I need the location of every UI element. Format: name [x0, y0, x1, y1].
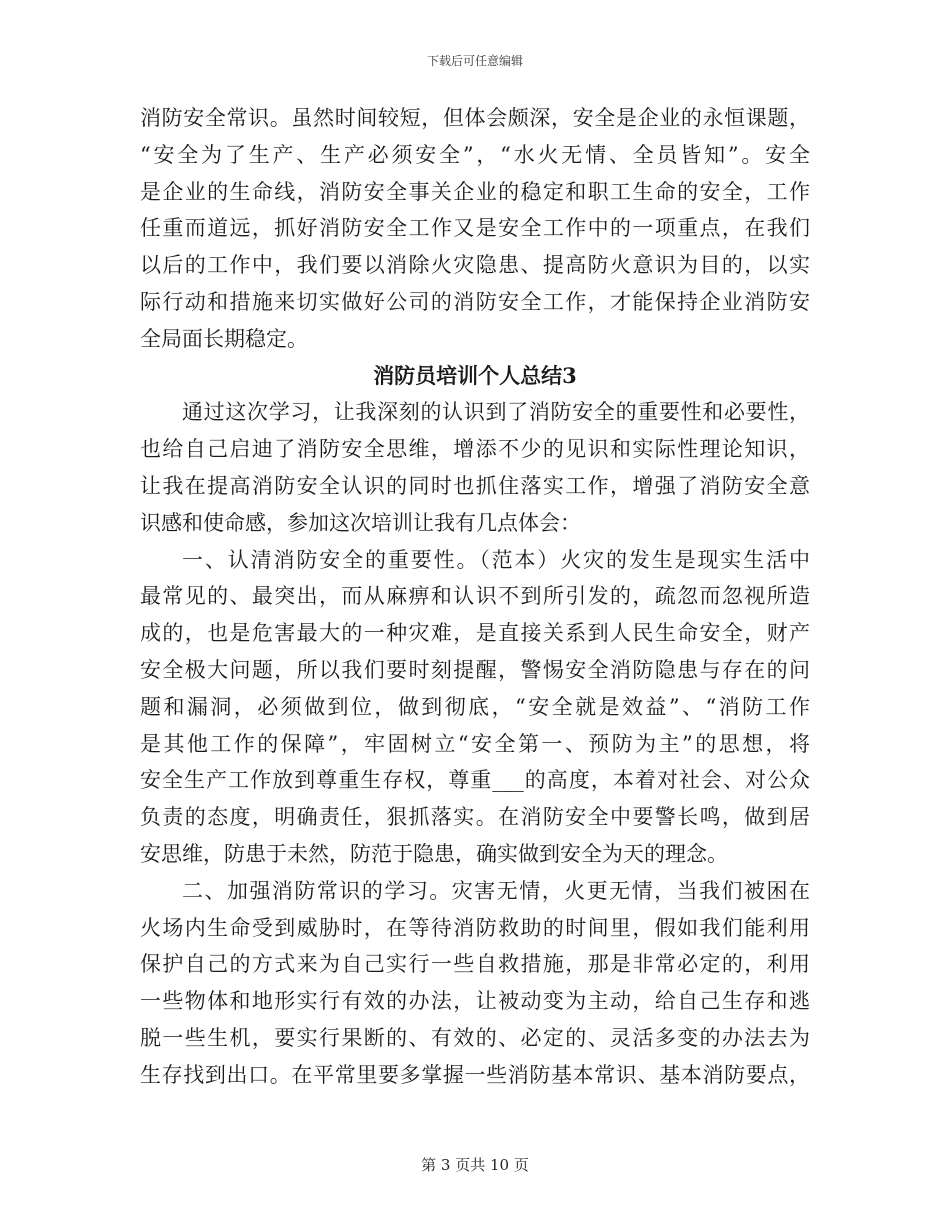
text-line: 火场内生命受到威胁时，在等待消防救助的时间里，假如我们能利用: [140, 915, 810, 940]
text-line: 负责的态度，明确责任，狠抓落实。在消防安全中要警长鸣，做到居: [140, 805, 810, 830]
paragraph-point-two: [140, 873, 810, 1094]
paragraph-intro: [140, 100, 810, 358]
page-header: 下载后可任意编辑: [426, 54, 523, 68]
text-line: 以后的工作中，我们要以消除火灾隐患、提高防火意识为目的，以实: [140, 253, 810, 278]
text-line: “安全为了生产、生产必须安全”，“水火无情、全员皆知”。安全: [140, 142, 810, 167]
text-line: 安全生产工作放到尊重生存权，尊重___的高度，本着对社会、对公众: [140, 768, 810, 793]
text-line: 题和漏洞，必须做到位，做到彻底，“安全就是效益”、“消防工作: [140, 694, 810, 719]
text-line: 是企业的生命线，消防安全事关企业的稳定和职工生命的安全，工作: [140, 179, 810, 204]
text-line: 生存找到出口。在平常里要多掌握一些消防基本常识、基本消防要点，: [140, 1062, 810, 1087]
text-line: 让我在提高消防安全认识的同时也抓住落实工作，增强了消防安全意: [140, 473, 810, 498]
text-line: 安思维，防患于未然，防范于隐患，确实做到安全为天的理念。: [140, 841, 728, 866]
text-line: 一些物体和地形实行有效的办法，让被动变为主动，给自己生存和逃: [140, 989, 810, 1014]
text-line: 通过这次学习，让我深刻的认识到了消防安全的重要性和必要性，: [182, 400, 810, 425]
text-line: 是其他工作的保障”，牢固树立“安全第一、预防为主”的思想，将: [140, 731, 810, 756]
text-line: 也给自己启迪了消防安全思维，增添不少的见识和实际性理论知识，: [140, 437, 810, 462]
text-line: 安全极大问题，所以我们要时刻提醒，警惕安全消防隐患与存在的问: [140, 657, 810, 682]
paragraph-learning: [140, 394, 810, 541]
text-line: 成的，也是危害最大的一种灾难，是直接关系到人民生命安全，财产: [140, 621, 810, 646]
text-line: 全局面长期稳定。: [140, 326, 308, 351]
text-line: 最常见的、最突出，而从麻痹和认识不到所引发的，疏忽而忽视所造: [140, 584, 810, 609]
paragraph-point-one: [140, 542, 810, 873]
text-line: 识感和使命感，参加这次培训让我有几点体会：: [140, 510, 581, 535]
text-line: 脱一些生机，要实行果断的、有效的、必定的、灵活多变的办法去为: [140, 1025, 810, 1050]
section-title: 消防员培训个人总结3: [373, 362, 577, 388]
text-line: 消防安全常识。虽然时间较短，但体会颇深，安全是企业的永恒课题，: [140, 106, 810, 130]
page-number: 第 3 页共 10 页: [421, 1156, 529, 1174]
text-line: 一、认清消防安全的重要性。（范本）火灾的发生是现实生活中: [182, 547, 810, 572]
text-line: 际行动和措施来切实做好公司的消防安全工作，才能保持企业消防安: [140, 289, 810, 314]
text-line: 任重而道远，抓好消防安全工作又是安全工作中的一项重点，在我们: [140, 216, 810, 241]
document-body: [140, 100, 810, 1094]
text-line: 保护自己的方式来为自己实行一些自救措施，那是非常必定的，利用: [140, 952, 810, 977]
text-line: 二、加强消防常识的学习。灾害无情，火更无情，当我们被困在: [182, 878, 810, 903]
